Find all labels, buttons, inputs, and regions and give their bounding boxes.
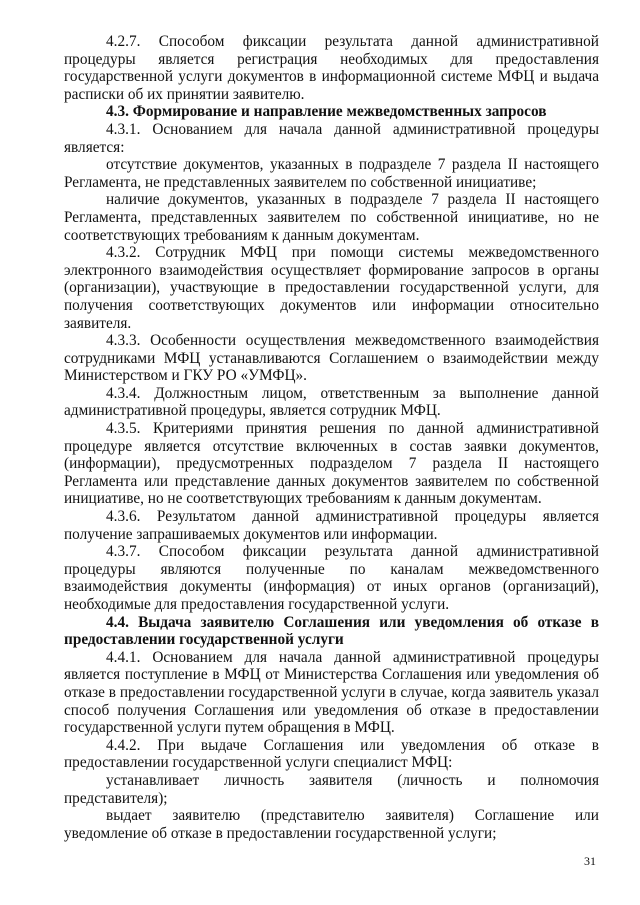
list-item-presence: наличие документов, указанных в подразделе 7 раздела II настоящего Регламента, представленных заявителем по собственной инициативе, но не соответствующих требованиям к данным документам. xyxy=(64,191,599,244)
section-heading-4-4: 4.4. Выдача заявителю Соглашения или уведомления об отказе в предоставлении государственной услуги xyxy=(64,613,599,649)
page-number: 31 xyxy=(584,854,596,868)
paragraph-4-3-1: 4.3.1. Основанием для начала данной административной процедуры является: xyxy=(64,120,599,156)
paragraph-4-3-4: 4.3.4. Должностным лицом, ответственным за выполнение данной административной процедуры, является сотрудник МФЦ. xyxy=(64,384,599,420)
list-item-identify: устанавливает личность заявителя (личность и полномочия представителя); xyxy=(64,771,599,807)
paragraph-4-3-5: 4.3.5. Критериями принятия решения по данной административной процедуре является отсутствие включенных в состав заявки документов, (информации), предусмотренных подразделом 7 раздела II настоящего Регламента или представление данных документов заявителем по собственной инициативе, но не соответствующих требованиям к данным документам. xyxy=(64,420,599,508)
page-body xyxy=(64,33,599,842)
paragraph-4-3-3: 4.3.3. Особенности осуществления межведомственного взаимодействия сотрудниками МФЦ устанавливаются Соглашением о взаимодействии между Министерством и ГКУ РО «УМФЦ». xyxy=(64,332,599,385)
section-heading-4-3: 4.3. Формирование и направление межведомственных запросов xyxy=(106,103,547,121)
paragraph-4-3-7: 4.3.7. Способом фиксации результата данной административной процедуры являются полученные по каналам межведомственного взаимодействия документы (информация) от иных органов (организаций), необходимые для предоставления государственной услуги. xyxy=(64,543,599,613)
paragraph-4-3-6: 4.3.6. Результатом данной административной процедуры является получение запрашиваемых документов или информации. xyxy=(64,508,599,543)
paragraph-4-4-2: 4.4.2. При выдаче Соглашения или уведомления об отказе в предоставлении государственной услуги специалист МФЦ: xyxy=(64,736,599,772)
list-item-absence: отсутствие документов, указанных в подразделе 7 раздела II настоящего Регламента, не представленных заявителем по собственной инициативе; xyxy=(64,156,599,191)
paragraph-4-3-2: 4.3.2. Сотрудник МФЦ при помощи системы межведомственного электронного взаимодействия осуществляет формирование запросов в органы (организации), участвующие в предоставлении государственной услуги, для получения соответствующих документов или информации относительно заявителя. xyxy=(64,244,599,332)
paragraph-4-2-7: 4.2.7. Способом фиксации результата данной административной процедуры является регистрация необходимых для предоставления государственной услуги документов в информационной системе МФЦ и выдача расписки об их принятии заявителю. xyxy=(64,33,599,103)
paragraph-4-4-1: 4.4.1. Основанием для начала данной административной процедуры является поступление в МФЦ от Министерства Соглашения или уведомления об отказе в предоставлении государственной услуги в случае, когда заявитель указал способ получения Соглашения или уведомления об отказе в предоставлении государственной услуги путем обращения в МФЦ. xyxy=(64,648,599,737)
list-item-issue: выдает заявителю (представителю заявителя) Соглашение или уведомление об отказе в предоставлении государственной услуги; xyxy=(64,807,599,842)
